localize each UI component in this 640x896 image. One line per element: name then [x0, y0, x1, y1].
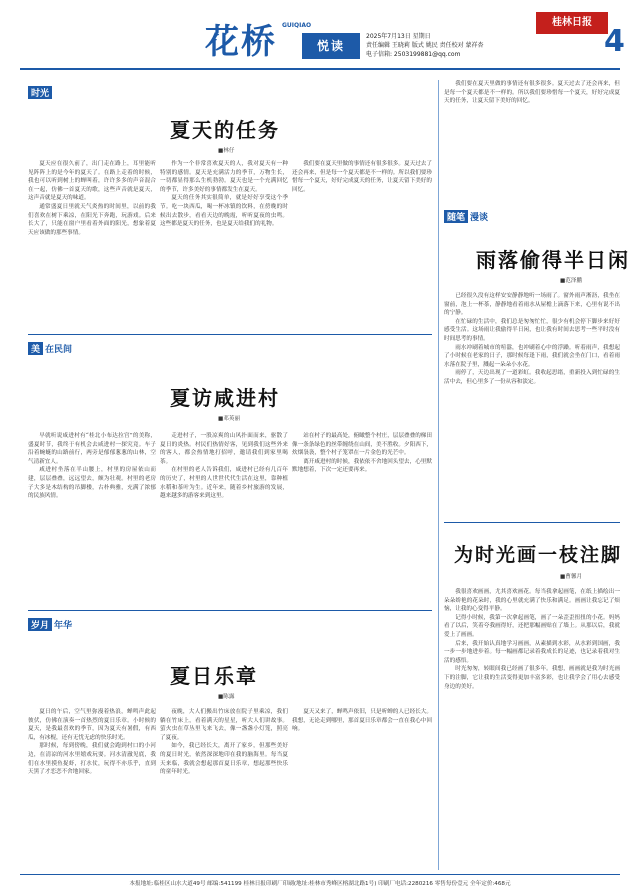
column-label-subtext: 漫谈	[470, 213, 489, 223]
page-number: 4	[604, 24, 625, 59]
section-name: 悦读	[302, 33, 360, 59]
column-label-text: 岁月	[28, 618, 52, 631]
paragraph: 作为一个非常喜欢夏天的人，我对夏天有一种特别的感情。夏天是充满活力的季节，万物生长，一切都显得那么生机勃勃。夏天也是一个充满回忆的季节，许多美好的事情都发生在夏天。	[160, 161, 288, 193]
paragraph: 我们要在夏天里做的事情还有很多很多。夏天过去了还会再来，但是每一个夏天都是不一样的。所以我们要珍惜每一个夏天，好好完成夏天的任务，让夏天留下美好的回忆。	[444, 81, 620, 105]
article-byline-painting: ■曹馨月	[560, 574, 583, 580]
section-brand-en: GUIQIAO	[282, 22, 312, 29]
article-title-painting: 为时光画一枝注脚	[454, 544, 623, 566]
page-footer: 本报地址:临桂区山水大道49号 邮编:541199 桂林日报印刷厂印刷(地址:桂林市秀峰区榕湖北路1号) 印刷厂电话:2280216 零售每份壹元 全年定价:468元	[20, 874, 620, 887]
section-rule	[28, 610, 432, 611]
paragraph: 记得小时候，我第一次拿起画笔，画了一朵歪歪扭扭的小花。妈妈看了以后，笑着夸我画得好，还把那幅画贴在了墙上。从那以后，我就爱上了画画。	[444, 614, 620, 638]
column-label-folk	[28, 342, 72, 355]
column-label-years	[28, 618, 72, 631]
section-brand: 花桥	[205, 22, 277, 62]
article-body-rain	[444, 292, 620, 514]
column-divider	[438, 80, 439, 870]
column-label-subtext: 年华	[54, 621, 73, 631]
paragraph: 站在村子的最高处，俯瞰整个村庄，层层叠叠的梯田像一条条绿色的丝带缠绕在山间，美不胜收。夕阳西下，炊烟袅袅，整个村子笼罩在一片金色的光芒中。	[292, 433, 432, 457]
paragraph: 那时候，每到傍晚，我们就会跑到村口的小河边，在清凉的河水里嬉戏玩耍。河水清澈见底，我们在水里摸鱼捉虾，打水仗，玩得不亦乐乎，直到天黑了才恋恋不舍地回家。	[28, 743, 156, 776]
article-byline-rain: ■范泽鹏	[560, 278, 583, 284]
paragraph: 如今，我已经长大，离开了家乡，但那些美好的夏日时光，依然深深地印在我的脑海里。每当夏天来临，我就会想起那首夏日乐章，想起那些快乐的童年时光。	[160, 743, 288, 776]
article-body-joy-col2	[160, 708, 288, 868]
paragraph: 在村里的老人告诉我们，咸进村已经有几百年的历史了，村里的人世世代代生活在这里，靠种植水稻和茶叶为生。近年来，随着乡村旅游的发展，越来越多的游客来到这里。	[160, 467, 288, 500]
paragraph: 夏天的任务其实很简单，就是好好享受这个季节。吃一块西瓜，喝一杯冰镇的饮料，在傍晚的时候出去散步，看看天边的晚霞，听听夏夜的虫鸣。这些都是夏天的任务，也是夏天给我们的礼物。	[160, 195, 288, 228]
column-label-text: 时光	[28, 86, 52, 99]
article-byline-village: ■邓英丽	[218, 416, 241, 422]
paragraph: 早就听说咸进村有“桂北小布达拉宫”的美称，盛夏时节，我终于有机会去咸进村一探究竟。车子沿着蜿蜒的山路前行，两旁是郁郁葱葱的山林，空气清新宜人。	[28, 433, 156, 465]
article-body-summer-col2	[160, 160, 288, 325]
paragraph: 已经很久没有这样安安静静地听一场雨了。窗外雨声淅沥，我坐在窗前，泡上一杯茶，静静地看着雨水从屋檐上滴落下来，心里有说不出的宁静。	[444, 293, 620, 317]
paragraph: 时光匆匆，转眼间我已经画了很多年。我想，画画就是我为时光画下的注脚，它让我的生活变得更加丰富多彩，也让我学会了用心去感受身边的美好。	[444, 666, 620, 690]
issue-date: 2025年7月13日 星期日	[366, 33, 431, 40]
paragraph: 通常盛夏日里就天气炎热的时间里，以前的我们喜欢在树下乘凉，在阳光下奔跑，玩游戏。后来长大了，只能在窗户里看着外面的阳光，想象着夏天应该做的那些事情。	[28, 203, 156, 236]
editors: 责任编辑 王晓莉 版式 姚民 责任校对 蒙祥杏	[366, 42, 484, 49]
column-label-text: 美	[28, 342, 43, 355]
article-body-summer-continued	[444, 80, 620, 200]
paragraph: 后来，我开始认真地学习画画，从素描到水彩，从水彩到国画，我一步一步地进步着。每一幅画都记录着我成长的足迹，也记录着我对生活的感悟。	[444, 640, 620, 664]
article-title-rain: 雨落偷得半日闲	[476, 248, 630, 272]
masthead-rule	[20, 68, 620, 70]
article-body-joy-col3	[292, 708, 432, 868]
paragraph: 雨停了，天边出现了一道彩虹。我收起思绪，重新投入到忙碌的生活中去，但心里多了一份从容和淡定。	[444, 370, 620, 385]
contact-email: 电子信箱: 2503199881@qq.com	[366, 51, 461, 58]
paper-logo: 桂林日报	[536, 12, 608, 34]
article-body-village-col1	[28, 432, 156, 602]
paragraph: 我们要在夏天里做的事情还有很多很多。夏天过去了还会再来，但是每一个夏天都是不一样的。所以我们要珍惜每一个夏天，好好完成夏天的任务，让夏天留下美好的回忆。	[292, 161, 432, 193]
paragraph: 夏日的午后，空气里弥漫着热浪，蝉鸣声此起彼伏，仿佛在演奏一首热烈的夏日乐章。小时候的夏天，是我最喜欢的季节，因为夏天有暑假，有西瓜，有冰棍，还有无忧无虑的快乐时光。	[28, 709, 156, 741]
column-label-essay	[444, 210, 488, 223]
column-label-time	[28, 86, 54, 99]
paragraph: 在忙碌的生活中，我们总是匆匆忙忙，很少有机会停下脚步来好好感受生活。这场雨让我偷得半日闲，也让我有时间去思考一些平时没有时间思考的事情。	[444, 318, 620, 342]
paragraph: 夜晚，大人们搬出竹床放在院子里乘凉，我们躺在竹床上，看着满天的星星，听大人们讲故事。萤火虫在草丛里飞来飞去，像一盏盏小灯笼，照亮了夏夜。	[160, 709, 288, 741]
paragraph: 走进村子，一股凉爽的山风扑面而来，驱散了夏日的炎热。村民们热情好客，见到我们这些外来的客人，都会热情地打招呼，邀请我们到家里喝茶。	[160, 433, 288, 465]
paragraph: 夏天应在很久前了，出门走在路上，耳里能听见阵阵上的是今年的夏天了。在路上走着的时候，我也可以听到树上的蝉叫着，许许多多的声音混合在一起，仿佛一首夏天的歌，这些声音就是夏天，这声音就是夏天的味道。	[28, 161, 156, 202]
article-body-village-col3	[292, 432, 432, 602]
article-body-painting	[444, 588, 620, 868]
article-byline-summer: ■林仔	[218, 148, 235, 154]
section-rule	[444, 522, 620, 523]
article-body-summer-col1	[28, 160, 156, 325]
paragraph: 咸进村坐落在半山腰上，村里的房屋依山而建，层层叠叠，远远望去，颇为壮观。村里的老房子大多是木结构的吊脚楼，古朴典雅，充满了浓郁的民族风情。	[28, 467, 156, 500]
masthead	[0, 0, 640, 70]
paragraph: 夏天又来了，蝉鸣声依旧，只是听蝉的人已经长大。我想，无论走到哪里，那首夏日乐章都会一直在我心中回响。	[292, 709, 432, 733]
column-label-text: 随笔	[444, 210, 468, 223]
article-body-joy-col1	[28, 708, 156, 868]
column-label-subtext: 在民间	[45, 345, 73, 355]
article-title-joy: 夏日乐章	[170, 664, 258, 688]
article-title-village: 夏访咸进村	[170, 386, 280, 410]
paragraph: 雨水冲刷着城市的喧嚣，也冲刷着心中的浮躁。听着雨声，我想起了小时候在老家的日子，那时候每逢下雨，我们就会坐在门口，看着雨水落在院子里，溅起一朵朵小水花。	[444, 344, 620, 368]
section-rule	[28, 334, 432, 335]
page-meta	[366, 32, 526, 59]
article-title-summer: 夏天的任务	[170, 118, 280, 142]
article-body-summer-col3	[292, 160, 432, 325]
article-body-village-col2	[160, 432, 288, 602]
article-byline-joy: ■陈露	[218, 694, 235, 700]
paragraph: 我很喜欢画画，尤其喜欢画花。每当我拿起画笔，在纸上描绘出一朵朵娇艳的花朵时，我的心里就充满了快乐和满足。画画让我忘记了烦恼，让我的心变得平静。	[444, 589, 620, 613]
paragraph: 离开咸进村的时候，我依依不舍地回头望去，心里默默地想着，下次一定还要再来。	[292, 458, 432, 474]
